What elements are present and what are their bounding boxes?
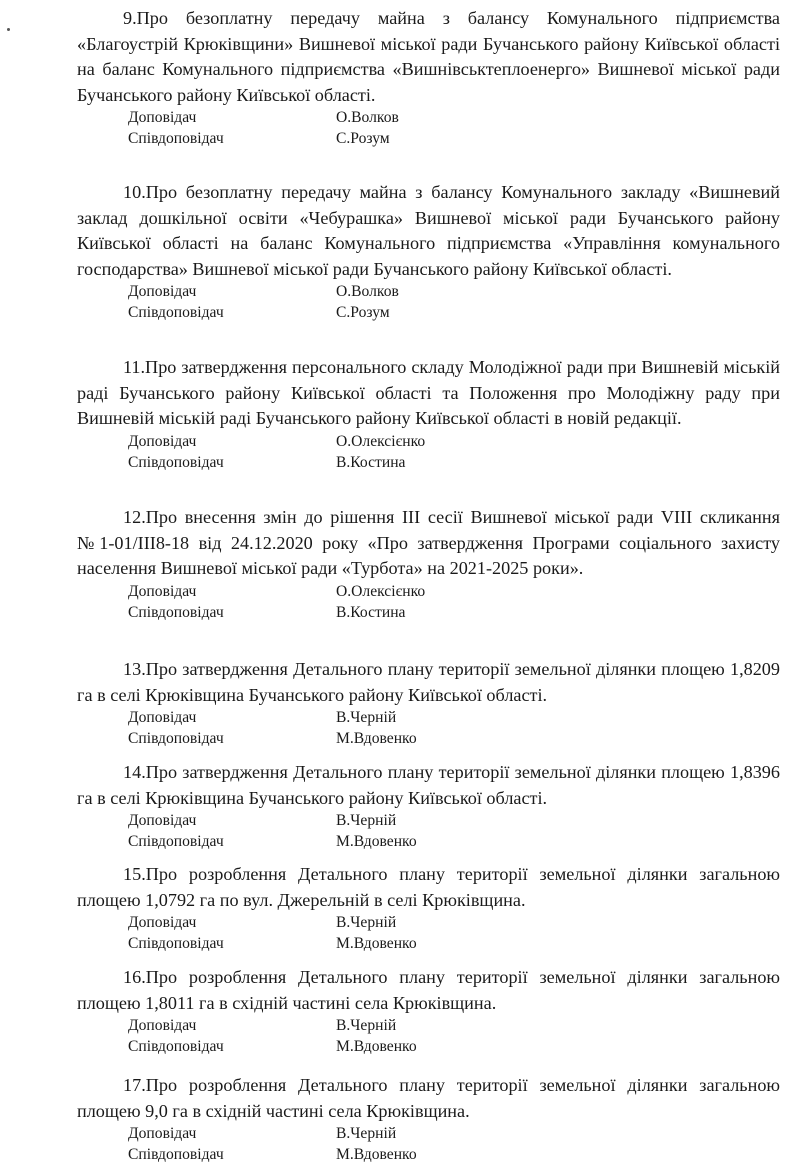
reporter-label: Доповідач [128,582,197,600]
reporter-label: Доповідач [128,1017,197,1034]
reporter-label: Доповідач [128,109,197,126]
speakers-block [77,581,780,623]
coreporter-name: С.Розум [336,130,390,147]
reporter-name: О.Волков [336,283,399,300]
coreporter-label: Співдоповідач [128,453,224,471]
coreporter-label: Співдоповідач [128,130,224,147]
reporter-label: Доповідач [128,432,197,450]
agenda-item-text: 12.Про внесення змін до рішення III сесії Вишневої міської ради VIII скликання №1-01/III8-18 від 24.12.2020 року «Про затвердження Програми соціального захисту населення Вишневої міської ради «Турбота» на 2021-2025 роки». [77,507,780,578]
reporter-label: Доповідач [128,812,197,829]
speakers-block [77,281,780,323]
agenda-item-17 [77,1073,780,1165]
agenda-item-10 [77,180,780,323]
coreporter-label: Співдоповідач [128,1038,224,1055]
agenda-item-text: 13.Про затвердження Детального плану території земельної ділянки площею 1,8209 га в селі Крюківщина Бучанського району Київської області. [77,659,780,705]
scan-speck [7,28,10,31]
reporter-name: О.Олексієнко [336,582,426,600]
coreporter-name: В.Костина [336,453,406,471]
coreporter-label: Співдоповідач [128,730,224,747]
coreporter-name: В.Костина [336,603,406,621]
reporter-label: Доповідач [128,914,197,931]
speakers-block [77,912,780,954]
coreporter-name: М.Вдовенко [336,730,417,747]
coreporter-name: С.Розум [336,304,390,321]
agenda-item-13 [77,657,780,749]
speakers-block [77,1015,780,1057]
agenda-item-text: 16.Про розроблення Детального плану території земельної ділянки загальною площею 1,8011 га в східній частині села Крюківщина. [77,967,780,1013]
reporter-label: Доповідач [128,283,197,300]
coreporter-name: М.Вдовенко [336,833,417,850]
coreporter-label: Співдоповідач [128,304,224,321]
coreporter-label: Співдоповідач [128,833,224,850]
agenda-item-12 [77,505,780,623]
reporter-name: В.Черній [336,812,397,829]
agenda-item-9 [77,6,780,149]
coreporter-label: Співдоповідач [128,603,224,621]
agenda-item-16 [77,965,780,1057]
speakers-block [77,810,780,852]
agenda-item-11 [77,355,780,473]
agenda-item-text: 11.Про затвердження персонального складу Молодіжної ради при Вишневій міській раді Бучанського району Київської області та Положення про Молодіжну раду при Вишневій міській раді Бучанського району Київської області в новій редакції. [77,357,780,428]
speakers-block [77,707,780,749]
agenda-item-text: 14.Про затвердження Детального плану території земельної ділянки площею 1,8396 га в селі Крюківщина Бучанського району Київської області. [77,762,780,808]
coreporter-name: М.Вдовенко [336,935,417,952]
agenda-item-text: 17.Про розроблення Детального плану території земельної ділянки загальною площею 9,0 га в східній частині села Крюківщина. [77,1075,780,1121]
reporter-name: В.Черній [336,1017,397,1034]
speakers-block [77,431,780,473]
agenda-item-text: 15.Про розроблення Детального плану території земельної ділянки загальною площею 1,0792 га по вул. Джерельній в селі Крюківщина. [77,864,780,910]
reporter-name: В.Черній [336,1125,397,1142]
reporter-name: О.Волков [336,109,399,126]
speakers-block [77,1123,780,1165]
agenda-item-text: 10.Про безоплатну передачу майна з балансу Комунального закладу «Вишневий заклад дошкільної освіти «Чебурашка» Вишневої міської ради Бучанського району Київської області на баланс Комунального підприємства «Управління комунального господарства» Вишневої міської ради Бучанського району Київської області. [77,182,780,279]
reporter-label: Доповідач [128,709,197,726]
coreporter-label: Співдоповідач [128,1146,224,1163]
coreporter-name: М.Вдовенко [336,1038,417,1055]
agenda-item-text: 9.Про безоплатну передачу майна з балансу Комунального підприємства «Благоустрій Крюківщини» Вишневої міської ради Бучанського району Київської області на баланс Комунального підприємства «Вишнівськтеплоенерго» Вишневої міської ради Бучанського району Київської області. [77,8,780,105]
reporter-name: В.Черній [336,914,397,931]
agenda-item-14 [77,760,780,852]
reporter-name: О.Олексієнко [336,432,426,450]
agenda-item-15 [77,862,780,954]
reporter-label: Доповідач [128,1125,197,1142]
coreporter-name: М.Вдовенко [336,1146,417,1163]
reporter-name: В.Черній [336,709,397,726]
coreporter-label: Співдоповідач [128,935,224,952]
speakers-block [77,107,780,149]
